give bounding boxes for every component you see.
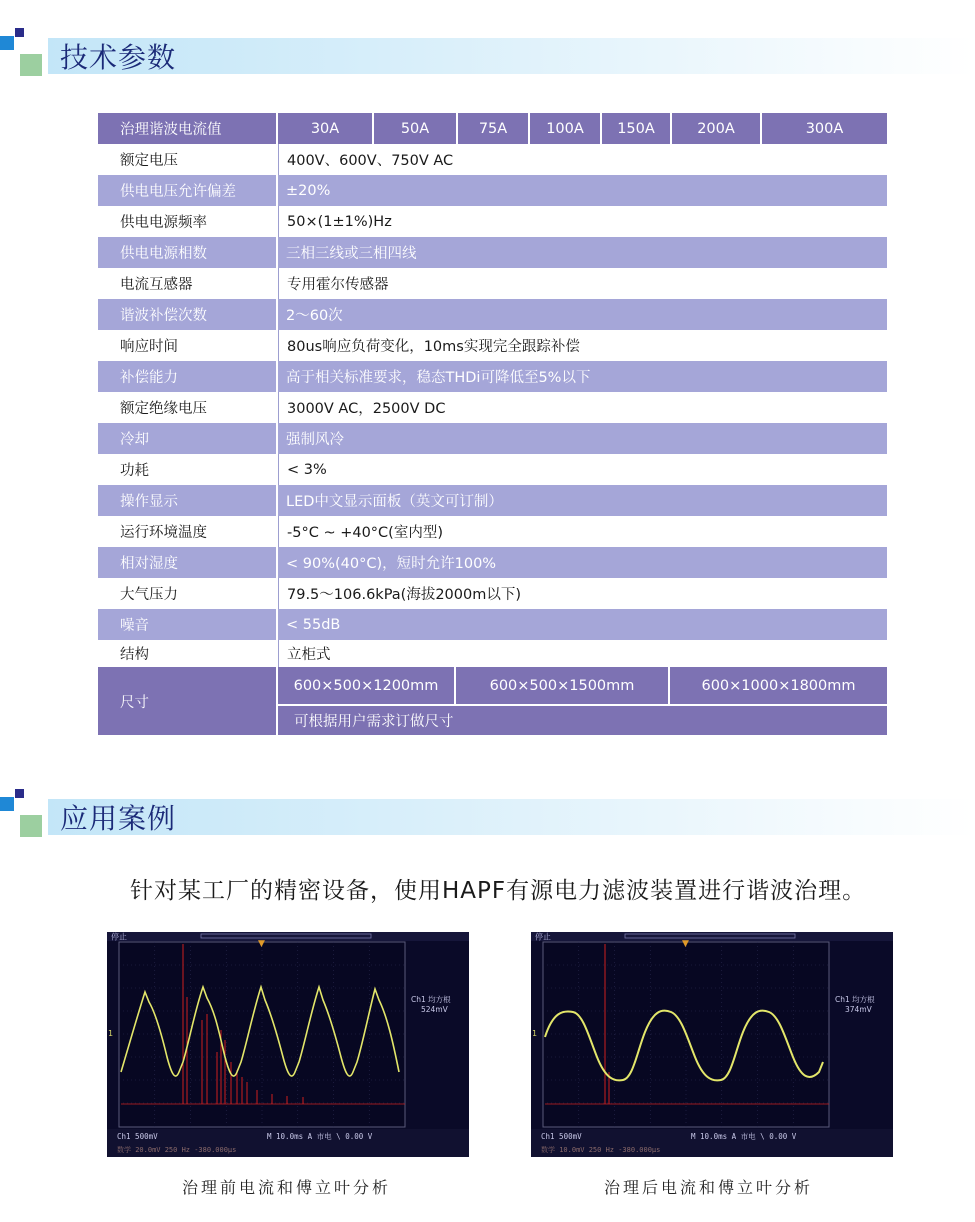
decor-square-green: [20, 815, 42, 837]
row-value: 50×(1±1%)Hz: [278, 206, 887, 237]
row-value: < 55dB: [278, 609, 887, 640]
table-row: [98, 361, 887, 392]
scope-math: 数学 20.0mV 250 Hz -380.000μs: [117, 1146, 237, 1154]
scope-scale: Ch1 500mV: [117, 1132, 158, 1141]
table-row: [98, 144, 887, 175]
scope-display: [531, 932, 893, 1157]
header-bar: [48, 799, 975, 835]
scope-timebase: M 10.0ms A 市电 \ 0.00 V: [691, 1132, 797, 1141]
scope-status: 停止: [111, 932, 127, 942]
channel-value: 524mV: [421, 1005, 448, 1014]
row-value: 79.5～106.6kPa(海拔2000m以下): [278, 578, 887, 609]
row-value: 400V、600V、750V AC: [278, 144, 887, 175]
decor-square-blue: [0, 36, 14, 50]
table-row: [98, 206, 887, 237]
table-row: [98, 330, 887, 361]
decor-square-green: [20, 54, 42, 76]
row-value: 专用霍尔传感器: [278, 268, 887, 299]
row-label: 噪音: [98, 609, 276, 640]
table-row: [98, 268, 887, 299]
row-label: 尺寸: [98, 667, 276, 735]
row-value: 3000V AC，2500V DC: [278, 392, 887, 423]
header-current: 150A: [600, 113, 670, 144]
trigger-marker-icon: ▼: [258, 939, 265, 949]
scope-status: 停止: [535, 932, 551, 942]
caption-after: 治理后电流和傅立叶分析: [604, 1178, 814, 1197]
row-label: 功耗: [98, 454, 276, 485]
row-label: 响应时间: [98, 330, 276, 361]
table-row: [98, 175, 887, 206]
row-value: < 90%(40°C)，短时允许100%: [278, 547, 887, 578]
row-label: 额定绝缘电压: [98, 392, 276, 423]
caption-before: 治理前电流和傅立叶分析: [182, 1178, 392, 1197]
decor-square-small: [15, 789, 24, 798]
header-current: 30A: [276, 113, 372, 144]
row-label: 操作显示: [98, 485, 276, 516]
section-header-cases: [0, 783, 975, 843]
oscilloscope-before: [107, 932, 469, 1157]
row-label: 大气压力: [98, 578, 276, 609]
decor-square-blue: [0, 797, 14, 811]
table-row: [98, 547, 887, 578]
header-current: 75A: [456, 113, 528, 144]
size-dimension: 600×500×1500mm: [456, 667, 668, 704]
row-label: 结构: [98, 640, 276, 667]
row-value: < 3%: [278, 454, 887, 485]
header-label: 治理谐波电流值: [120, 122, 222, 138]
trigger-marker-icon: ▼: [682, 939, 689, 949]
header-current: 300A: [760, 113, 887, 144]
case-description: 针对某工厂的精密设备，使用HAPF有源电力滤波装置进行谐波治理。: [130, 878, 867, 904]
section-header-specs: [0, 22, 975, 82]
table-row: [98, 299, 887, 330]
row-label: 供电电压允许偏差: [98, 175, 276, 206]
section-title: 应用案例: [60, 802, 177, 835]
row-label: 额定电压: [98, 144, 276, 175]
size-row: [98, 667, 887, 735]
row-value: 强制风冷: [278, 423, 887, 454]
size-note: 可根据用户需求订做尺寸: [278, 706, 887, 735]
table-row: [98, 609, 887, 640]
channel-marker-icon: 1: [532, 1029, 538, 1038]
row-label: 相对湿度: [98, 547, 276, 578]
row-value: ±20%: [278, 175, 887, 206]
table-row: [98, 237, 887, 268]
section-title: 技术参数: [60, 41, 177, 74]
row-value: 三相三线或三相四线: [278, 237, 887, 268]
row-label: 补偿能力: [98, 361, 276, 392]
channel-value: 374mV: [845, 1005, 872, 1014]
header-bar: [48, 38, 975, 74]
size-dimension: 600×1000×1800mm: [670, 667, 887, 704]
row-value: LED中文显示面板（英文可订制）: [278, 485, 887, 516]
table-row: [98, 423, 887, 454]
row-value: -5°C ~ +40°C(室内型): [278, 516, 887, 547]
table-row: [98, 516, 887, 547]
table-row: [98, 454, 887, 485]
table-row: [98, 392, 887, 423]
row-value: 80us响应负荷变化，10ms实现完全跟踪补偿: [278, 330, 887, 361]
row-label: 供电电源频率: [98, 206, 276, 237]
scope-display: [107, 932, 469, 1157]
row-label: 供电电源相数: [98, 237, 276, 268]
scope-math: 数学 10.0mV 250 Hz -380.000μs: [541, 1146, 661, 1154]
channel-marker-icon: 1: [108, 1029, 114, 1038]
row-value: 2～60次: [278, 299, 887, 330]
size-dimension: 600×500×1200mm: [278, 667, 454, 704]
table-row: [98, 485, 887, 516]
header-current: 200A: [670, 113, 760, 144]
decor-square-small: [15, 28, 24, 37]
row-value: 立柜式: [278, 640, 887, 667]
channel-label: Ch1 均方根: [835, 995, 875, 1004]
row-label: 电流互感器: [98, 268, 276, 299]
table-row: [98, 640, 887, 667]
row-label: 运行环境温度: [98, 516, 276, 547]
oscilloscope-after: [531, 932, 893, 1157]
row-label: 谐波补偿次数: [98, 299, 276, 330]
table-row: [98, 578, 887, 609]
header-current: 50A: [372, 113, 456, 144]
scope-scale: Ch1 500mV: [541, 1132, 582, 1141]
scope-timebase: M 10.0ms A 市电 \ 0.00 V: [267, 1132, 373, 1141]
channel-label: Ch1 均方根: [411, 995, 451, 1004]
header-current: 100A: [528, 113, 600, 144]
row-label: 冷却: [98, 423, 276, 454]
row-value: 高于相关标准要求，稳态THDi可降低至5%以下: [278, 361, 887, 392]
table-header: [98, 113, 887, 144]
